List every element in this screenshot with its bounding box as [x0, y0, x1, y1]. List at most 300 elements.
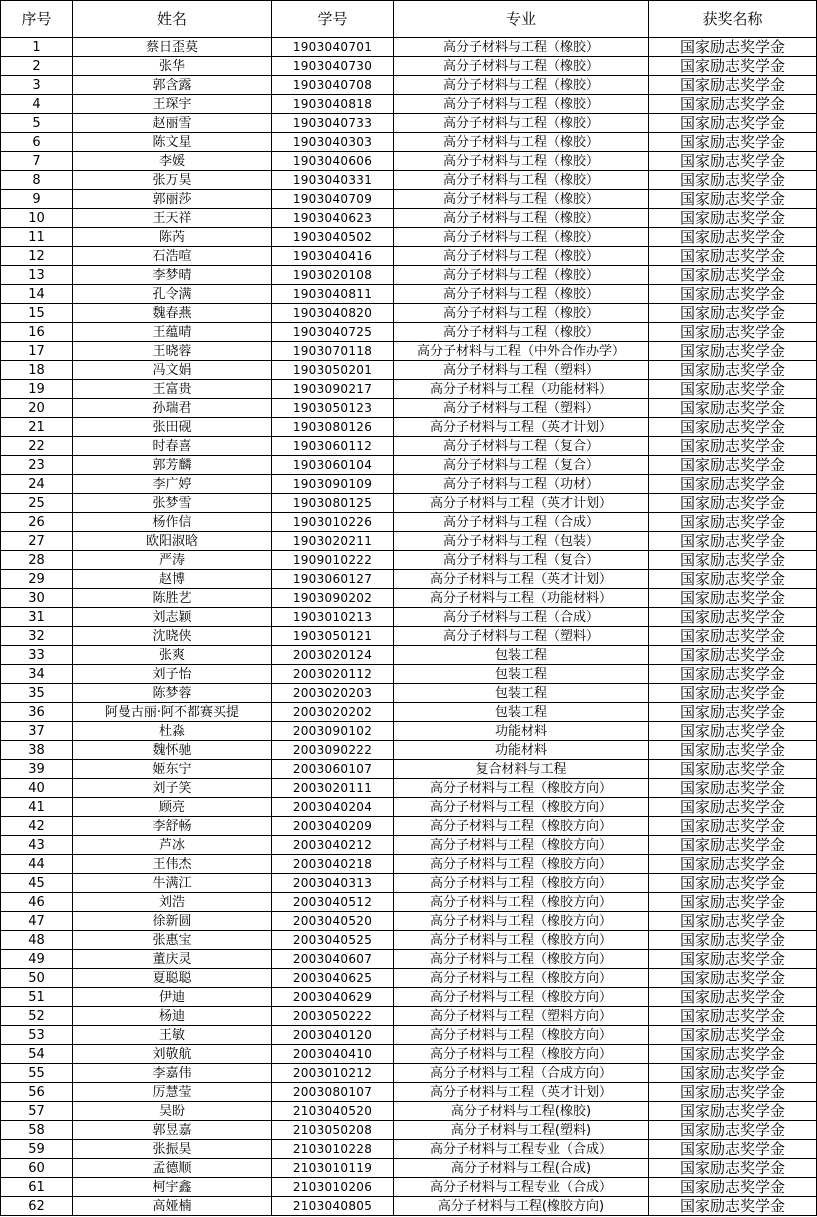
cell-name: 赵博 — [73, 570, 272, 589]
cell-name: 阿曼古丽·阿不都赛买提 — [73, 703, 272, 722]
cell-index: 39 — [1, 760, 73, 779]
cell-award: 国家励志奖学金 — [649, 266, 817, 285]
cell-student-id: 2003040512 — [272, 893, 394, 912]
cell-index: 32 — [1, 627, 73, 646]
cell-name: 陈芮 — [73, 228, 272, 247]
cell-award: 国家励志奖学金 — [649, 969, 817, 988]
cell-index: 35 — [1, 684, 73, 703]
table-row — [1, 456, 817, 475]
cell-name: 厉慧莹 — [73, 1083, 272, 1102]
cell-major: 高分子材料与工程（功能材料） — [394, 589, 649, 608]
cell-award: 国家励志奖学金 — [649, 304, 817, 323]
cell-index: 16 — [1, 323, 73, 342]
table-row — [1, 817, 817, 836]
cell-award: 国家励志奖学金 — [649, 361, 817, 380]
cell-student-id: 2103050208 — [272, 1121, 394, 1140]
cell-student-id: 1903080125 — [272, 494, 394, 513]
cell-award: 国家励志奖学金 — [649, 418, 817, 437]
header-award: 获奖名称 — [649, 1, 817, 38]
cell-index: 31 — [1, 608, 73, 627]
cell-student-id: 1903040708 — [272, 76, 394, 95]
table-row — [1, 475, 817, 494]
cell-award: 国家励志奖学金 — [649, 1007, 817, 1026]
cell-award: 国家励志奖学金 — [649, 950, 817, 969]
cell-name: 陈梦蓉 — [73, 684, 272, 703]
cell-major: 高分子材料与工程（橡胶方向） — [394, 988, 649, 1007]
table-header — [1, 1, 817, 38]
cell-index: 4 — [1, 95, 73, 114]
cell-index: 36 — [1, 703, 73, 722]
cell-student-id: 2103040805 — [272, 1197, 394, 1216]
cell-name: 张梦雪 — [73, 494, 272, 513]
cell-award: 国家励志奖学金 — [649, 1197, 817, 1216]
cell-award: 国家励志奖学金 — [649, 323, 817, 342]
cell-award: 国家励志奖学金 — [649, 1064, 817, 1083]
cell-major: 高分子材料与工程（橡胶） — [394, 323, 649, 342]
cell-award: 国家励志奖学金 — [649, 703, 817, 722]
cell-name: 杨迪 — [73, 1007, 272, 1026]
cell-student-id: 1909010222 — [272, 551, 394, 570]
cell-name: 王敏 — [73, 1026, 272, 1045]
cell-index: 55 — [1, 1064, 73, 1083]
cell-major: 高分子材料与工程（塑料方向） — [394, 1007, 649, 1026]
table-row — [1, 741, 817, 760]
cell-index: 61 — [1, 1178, 73, 1197]
cell-major: 高分子材料与工程（英才计划） — [394, 570, 649, 589]
cell-major: 高分子材料与工程（橡胶） — [394, 266, 649, 285]
cell-major: 高分子材料与工程（塑料） — [394, 399, 649, 418]
cell-award: 国家励志奖学金 — [649, 532, 817, 551]
table-row — [1, 1007, 817, 1026]
cell-index: 3 — [1, 76, 73, 95]
cell-major: 包装工程 — [394, 703, 649, 722]
cell-award: 国家励志奖学金 — [649, 931, 817, 950]
cell-name: 王天祥 — [73, 209, 272, 228]
cell-student-id: 1903020108 — [272, 266, 394, 285]
cell-student-id: 1903040701 — [272, 38, 394, 57]
cell-index: 18 — [1, 361, 73, 380]
cell-name: 牛满江 — [73, 874, 272, 893]
cell-award: 国家励志奖学金 — [649, 57, 817, 76]
cell-index: 19 — [1, 380, 73, 399]
table-row — [1, 1064, 817, 1083]
table-row — [1, 1197, 817, 1216]
cell-index: 11 — [1, 228, 73, 247]
cell-award: 国家励志奖学金 — [649, 912, 817, 931]
table-row — [1, 836, 817, 855]
cell-award: 国家励志奖学金 — [649, 228, 817, 247]
cell-name: 柯宇鑫 — [73, 1178, 272, 1197]
cell-name: 刘敬航 — [73, 1045, 272, 1064]
cell-index: 8 — [1, 171, 73, 190]
cell-student-id: 1903040709 — [272, 190, 394, 209]
cell-name: 高娅楠 — [73, 1197, 272, 1216]
table-row — [1, 893, 817, 912]
cell-award: 国家励志奖学金 — [649, 1140, 817, 1159]
cell-award: 国家励志奖学金 — [649, 836, 817, 855]
cell-student-id: 1903040331 — [272, 171, 394, 190]
cell-index: 52 — [1, 1007, 73, 1026]
table-row — [1, 570, 817, 589]
cell-major: 高分子材料与工程（塑料） — [394, 627, 649, 646]
cell-index: 28 — [1, 551, 73, 570]
cell-student-id: 2003040212 — [272, 836, 394, 855]
cell-index: 7 — [1, 152, 73, 171]
table-row — [1, 133, 817, 152]
cell-major: 高分子材料与工程(橡胶方向) — [394, 1197, 649, 1216]
cell-award: 国家励志奖学金 — [649, 589, 817, 608]
cell-index: 14 — [1, 285, 73, 304]
cell-student-id: 2003040607 — [272, 950, 394, 969]
cell-major: 高分子材料与工程（橡胶） — [394, 304, 649, 323]
cell-name: 张爽 — [73, 646, 272, 665]
cell-award: 国家励志奖学金 — [649, 133, 817, 152]
cell-name: 李嘉伟 — [73, 1064, 272, 1083]
cell-student-id: 2003090222 — [272, 741, 394, 760]
header-major: 专业 — [394, 1, 649, 38]
cell-name: 李广婷 — [73, 475, 272, 494]
table-row — [1, 532, 817, 551]
cell-index: 22 — [1, 437, 73, 456]
table-row — [1, 266, 817, 285]
cell-student-id: 1903050123 — [272, 399, 394, 418]
cell-student-id: 1903010213 — [272, 608, 394, 627]
cell-major: 高分子材料与工程（橡胶方向） — [394, 1026, 649, 1045]
cell-index: 51 — [1, 988, 73, 1007]
cell-name: 姬东宁 — [73, 760, 272, 779]
table-row — [1, 931, 817, 950]
cell-major: 高分子材料与工程（橡胶） — [394, 38, 649, 57]
cell-major: 高分子材料与工程（英才计划） — [394, 1083, 649, 1102]
cell-award: 国家励志奖学金 — [649, 893, 817, 912]
cell-name: 刘浩 — [73, 893, 272, 912]
table-row — [1, 1102, 817, 1121]
cell-major: 高分子材料与工程（橡胶） — [394, 228, 649, 247]
table-row — [1, 608, 817, 627]
table-row — [1, 1159, 817, 1178]
cell-index: 44 — [1, 855, 73, 874]
table-row — [1, 779, 817, 798]
cell-student-id: 1903040733 — [272, 114, 394, 133]
cell-student-id: 1903040820 — [272, 304, 394, 323]
cell-major: 包装工程 — [394, 646, 649, 665]
cell-major: 高分子材料与工程（橡胶） — [394, 95, 649, 114]
cell-student-id: 2003050222 — [272, 1007, 394, 1026]
cell-major: 高分子材料与工程（橡胶方向） — [394, 779, 649, 798]
table-row — [1, 437, 817, 456]
cell-major: 高分子材料与工程（功材） — [394, 475, 649, 494]
cell-award: 国家励志奖学金 — [649, 684, 817, 703]
cell-major: 高分子材料与工程（英才计划） — [394, 494, 649, 513]
cell-index: 62 — [1, 1197, 73, 1216]
cell-name: 赵丽雪 — [73, 114, 272, 133]
cell-index: 60 — [1, 1159, 73, 1178]
cell-index: 50 — [1, 969, 73, 988]
cell-major: 高分子材料与工程（橡胶） — [394, 114, 649, 133]
cell-major: 高分子材料与工程（橡胶） — [394, 133, 649, 152]
cell-student-id: 2003040218 — [272, 855, 394, 874]
cell-award: 国家励志奖学金 — [649, 285, 817, 304]
table-row — [1, 38, 817, 57]
cell-major: 高分子材料与工程（复合） — [394, 456, 649, 475]
table-row — [1, 1045, 817, 1064]
cell-index: 56 — [1, 1083, 73, 1102]
cell-name: 严涛 — [73, 551, 272, 570]
cell-award: 国家励志奖学金 — [649, 437, 817, 456]
cell-major: 高分子材料与工程（橡胶方向） — [394, 836, 649, 855]
cell-index: 38 — [1, 741, 73, 760]
cell-major: 高分子材料与工程（包装） — [394, 532, 649, 551]
cell-award: 国家励志奖学金 — [649, 988, 817, 1007]
cell-index: 46 — [1, 893, 73, 912]
cell-award: 国家励志奖学金 — [649, 152, 817, 171]
cell-award: 国家励志奖学金 — [649, 760, 817, 779]
cell-index: 30 — [1, 589, 73, 608]
table-row — [1, 494, 817, 513]
cell-name: 王晓蓉 — [73, 342, 272, 361]
cell-student-id: 2003040209 — [272, 817, 394, 836]
cell-index: 45 — [1, 874, 73, 893]
table-row — [1, 152, 817, 171]
cell-major: 包装工程 — [394, 684, 649, 703]
cell-major: 高分子材料与工程（中外合作办学） — [394, 342, 649, 361]
cell-award: 国家励志奖学金 — [649, 741, 817, 760]
table-row — [1, 1121, 817, 1140]
cell-index: 23 — [1, 456, 73, 475]
cell-name: 张万昊 — [73, 171, 272, 190]
cell-student-id: 1903040303 — [272, 133, 394, 152]
cell-name: 杨作信 — [73, 513, 272, 532]
table-row — [1, 57, 817, 76]
table-row — [1, 1140, 817, 1159]
cell-student-id: 2003020202 — [272, 703, 394, 722]
cell-index: 20 — [1, 399, 73, 418]
cell-major: 高分子材料与工程（橡胶） — [394, 152, 649, 171]
cell-award: 国家励志奖学金 — [649, 190, 817, 209]
header-name: 姓名 — [73, 1, 272, 38]
table-row — [1, 399, 817, 418]
header-student-id: 学号 — [272, 1, 394, 38]
cell-major: 高分子材料与工程（橡胶） — [394, 209, 649, 228]
cell-award: 国家励志奖学金 — [649, 722, 817, 741]
cell-major: 高分子材料与工程（橡胶） — [394, 76, 649, 95]
cell-major: 高分子材料与工程（橡胶方向） — [394, 1045, 649, 1064]
cell-award: 国家励志奖学金 — [649, 247, 817, 266]
cell-index: 37 — [1, 722, 73, 741]
cell-award: 国家励志奖学金 — [649, 665, 817, 684]
cell-index: 40 — [1, 779, 73, 798]
table-row — [1, 342, 817, 361]
cell-index: 15 — [1, 304, 73, 323]
cell-award: 国家励志奖学金 — [649, 1083, 817, 1102]
cell-student-id: 2103010119 — [272, 1159, 394, 1178]
cell-major: 高分子材料与工程专业（合成） — [394, 1178, 649, 1197]
cell-major: 高分子材料与工程（橡胶） — [394, 247, 649, 266]
cell-name: 王蕴晴 — [73, 323, 272, 342]
cell-award: 国家励志奖学金 — [649, 551, 817, 570]
cell-name: 沈晓侠 — [73, 627, 272, 646]
cell-major: 高分子材料与工程（合成） — [394, 513, 649, 532]
cell-name: 杜淼 — [73, 722, 272, 741]
cell-index: 12 — [1, 247, 73, 266]
cell-name: 欧阳淑晗 — [73, 532, 272, 551]
cell-student-id: 1903010226 — [272, 513, 394, 532]
cell-award: 国家励志奖学金 — [649, 646, 817, 665]
cell-major: 高分子材料与工程（塑料） — [394, 361, 649, 380]
cell-name: 郭昱嘉 — [73, 1121, 272, 1140]
cell-student-id: 1903050121 — [272, 627, 394, 646]
cell-index: 47 — [1, 912, 73, 931]
cell-student-id: 2103010228 — [272, 1140, 394, 1159]
cell-name: 徐新圆 — [73, 912, 272, 931]
cell-index: 34 — [1, 665, 73, 684]
cell-major: 高分子材料与工程（功能材料） — [394, 380, 649, 399]
cell-student-id: 1903040502 — [272, 228, 394, 247]
cell-student-id: 2003040313 — [272, 874, 394, 893]
cell-index: 17 — [1, 342, 73, 361]
cell-student-id: 2003010212 — [272, 1064, 394, 1083]
cell-major: 高分子材料与工程（复合） — [394, 437, 649, 456]
cell-index: 21 — [1, 418, 73, 437]
cell-award: 国家励志奖学金 — [649, 608, 817, 627]
cell-index: 42 — [1, 817, 73, 836]
cell-award: 国家励志奖学金 — [649, 95, 817, 114]
cell-student-id: 2003020112 — [272, 665, 394, 684]
cell-major: 高分子材料与工程（合成方向） — [394, 1064, 649, 1083]
table-row — [1, 855, 817, 874]
cell-name: 张田砚 — [73, 418, 272, 437]
cell-major: 高分子材料与工程（橡胶） — [394, 171, 649, 190]
cell-major: 高分子材料与工程（橡胶方向） — [394, 855, 649, 874]
cell-name: 魏春燕 — [73, 304, 272, 323]
cell-name: 刘子笑 — [73, 779, 272, 798]
cell-index: 54 — [1, 1045, 73, 1064]
table-row — [1, 380, 817, 399]
cell-index: 27 — [1, 532, 73, 551]
cell-name: 李梦晴 — [73, 266, 272, 285]
cell-name: 刘志颖 — [73, 608, 272, 627]
cell-index: 57 — [1, 1102, 73, 1121]
cell-student-id: 1903040725 — [272, 323, 394, 342]
cell-name: 陈胜艺 — [73, 589, 272, 608]
cell-index: 9 — [1, 190, 73, 209]
cell-student-id: 1903080126 — [272, 418, 394, 437]
cell-name: 郭芳麟 — [73, 456, 272, 475]
cell-index: 10 — [1, 209, 73, 228]
cell-major: 功能材料 — [394, 722, 649, 741]
cell-major: 功能材料 — [394, 741, 649, 760]
cell-index: 33 — [1, 646, 73, 665]
cell-name: 夏聪聪 — [73, 969, 272, 988]
cell-student-id: 1903040818 — [272, 95, 394, 114]
cell-award: 国家励志奖学金 — [649, 399, 817, 418]
cell-student-id: 2003080107 — [272, 1083, 394, 1102]
table-row — [1, 1178, 817, 1197]
cell-award: 国家励志奖学金 — [649, 342, 817, 361]
cell-name: 孔令满 — [73, 285, 272, 304]
header-row — [1, 1, 817, 38]
cell-student-id: 1903060112 — [272, 437, 394, 456]
table-row — [1, 627, 817, 646]
cell-name: 伊迪 — [73, 988, 272, 1007]
table-row — [1, 247, 817, 266]
cell-award: 国家励志奖学金 — [649, 779, 817, 798]
table-row — [1, 513, 817, 532]
table-row — [1, 912, 817, 931]
cell-award: 国家励志奖学金 — [649, 171, 817, 190]
cell-award: 国家励志奖学金 — [649, 874, 817, 893]
cell-index: 1 — [1, 38, 73, 57]
cell-name: 芦冰 — [73, 836, 272, 855]
cell-award: 国家励志奖学金 — [649, 76, 817, 95]
cell-major: 高分子材料与工程（橡胶方向） — [394, 798, 649, 817]
cell-student-id: 1903020211 — [272, 532, 394, 551]
cell-student-id: 2003040120 — [272, 1026, 394, 1045]
cell-name: 孙瑞君 — [73, 399, 272, 418]
cell-major: 复合材料与工程 — [394, 760, 649, 779]
cell-major: 包装工程 — [394, 665, 649, 684]
cell-index: 41 — [1, 798, 73, 817]
cell-student-id: 1903050201 — [272, 361, 394, 380]
cell-award: 国家励志奖学金 — [649, 38, 817, 57]
cell-name: 魏怀驰 — [73, 741, 272, 760]
cell-name: 李媛 — [73, 152, 272, 171]
cell-student-id: 2003090102 — [272, 722, 394, 741]
cell-student-id: 1903040416 — [272, 247, 394, 266]
cell-major: 高分子材料与工程（合成） — [394, 608, 649, 627]
table-row — [1, 703, 817, 722]
table-row — [1, 665, 817, 684]
cell-student-id: 1903040606 — [272, 152, 394, 171]
cell-student-id: 2003020124 — [272, 646, 394, 665]
table-row — [1, 551, 817, 570]
cell-major: 高分子材料与工程专业（合成） — [394, 1140, 649, 1159]
cell-award: 国家励志奖学金 — [649, 1178, 817, 1197]
cell-major: 高分子材料与工程（橡胶方向） — [394, 950, 649, 969]
cell-name: 陈文星 — [73, 133, 272, 152]
cell-award: 国家励志奖学金 — [649, 627, 817, 646]
cell-index: 48 — [1, 931, 73, 950]
cell-name: 张振昊 — [73, 1140, 272, 1159]
cell-index: 59 — [1, 1140, 73, 1159]
cell-name: 吴盼 — [73, 1102, 272, 1121]
cell-name: 孟德顺 — [73, 1159, 272, 1178]
cell-index: 24 — [1, 475, 73, 494]
cell-name: 刘子怡 — [73, 665, 272, 684]
cell-index: 5 — [1, 114, 73, 133]
table-row — [1, 684, 817, 703]
cell-index: 26 — [1, 513, 73, 532]
cell-name: 王富贵 — [73, 380, 272, 399]
cell-award: 国家励志奖学金 — [649, 570, 817, 589]
cell-award: 国家励志奖学金 — [649, 1121, 817, 1140]
cell-student-id: 1903060127 — [272, 570, 394, 589]
cell-major: 高分子材料与工程（复合） — [394, 551, 649, 570]
cell-major: 高分子材料与工程（橡胶方向） — [394, 969, 649, 988]
cell-name: 石浩喧 — [73, 247, 272, 266]
cell-major: 高分子材料与工程（橡胶方向） — [394, 912, 649, 931]
cell-student-id: 2003040525 — [272, 931, 394, 950]
cell-name: 蔡日歪莫 — [73, 38, 272, 57]
cell-student-id: 1903090202 — [272, 589, 394, 608]
cell-name: 郭含露 — [73, 76, 272, 95]
cell-award: 国家励志奖学金 — [649, 1102, 817, 1121]
cell-award: 国家励志奖学金 — [649, 855, 817, 874]
table-row — [1, 171, 817, 190]
cell-major: 高分子材料与工程(塑料) — [394, 1121, 649, 1140]
cell-name: 张华 — [73, 57, 272, 76]
cell-index: 25 — [1, 494, 73, 513]
